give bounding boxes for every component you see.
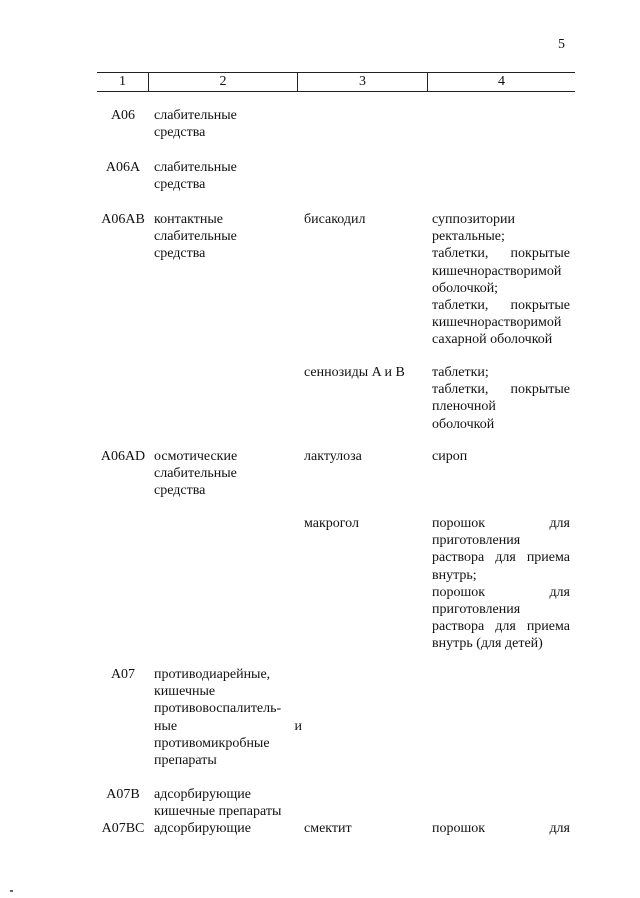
atc-code: A06 bbox=[110, 108, 136, 123]
group-name: осмотические слабительные средства bbox=[154, 449, 238, 499]
header-bottom-rule bbox=[97, 91, 575, 92]
atc-code: A06AD bbox=[100, 449, 146, 464]
substance-name: смектит bbox=[304, 821, 352, 836]
header-col-2: 2 bbox=[219, 74, 227, 89]
group-name: слабительные средства bbox=[154, 108, 237, 141]
atc-code: A07BC bbox=[101, 821, 145, 836]
group-name: адсорбирующие bbox=[154, 821, 251, 836]
header-col-4: 4 bbox=[498, 74, 505, 89]
substance-name: макрогол bbox=[304, 516, 359, 531]
group-name: контактные слабительные средства bbox=[154, 212, 237, 262]
atc-code: A07B bbox=[106, 787, 140, 802]
substance-name: бисакодил bbox=[304, 212, 366, 227]
table-header bbox=[97, 72, 575, 92]
header-col-3: 3 bbox=[359, 74, 366, 89]
page-number: 5 bbox=[558, 37, 565, 52]
group-name: противодиарейные, кишечные противовоспалитель- ные и противомикробные препараты bbox=[154, 667, 302, 769]
header-col-1: 1 bbox=[119, 74, 126, 89]
dosage-forms: порошок для bbox=[432, 821, 570, 836]
dosage-forms: таблетки; таблетки, покрытые пленочной оболочкой bbox=[432, 365, 570, 432]
atc-code: A07 bbox=[110, 667, 136, 682]
group-name: адсорбирующие кишечные препараты bbox=[154, 787, 282, 820]
scan-mark bbox=[10, 890, 13, 892]
dosage-forms: суппозитории ректальные; таблетки, покрытые кишечнорастворимой оболочкой; таблетки, покрытые кишечнорастворимой сахарной оболочкой bbox=[432, 212, 570, 348]
header-top-rule bbox=[97, 72, 575, 73]
atc-code: A06AB bbox=[101, 212, 145, 227]
atc-code: A06A bbox=[105, 160, 141, 175]
group-name: слабительные средства bbox=[154, 160, 237, 193]
dosage-forms: сироп bbox=[432, 449, 468, 464]
substance-name: сеннозиды A и B bbox=[304, 365, 405, 380]
substance-name: лактулоза bbox=[304, 449, 362, 464]
dosage-forms: порошок для приготовления раствора для приема внутрь; порошок для приготовления раствора для приема внутрь (для детей) bbox=[432, 516, 570, 652]
